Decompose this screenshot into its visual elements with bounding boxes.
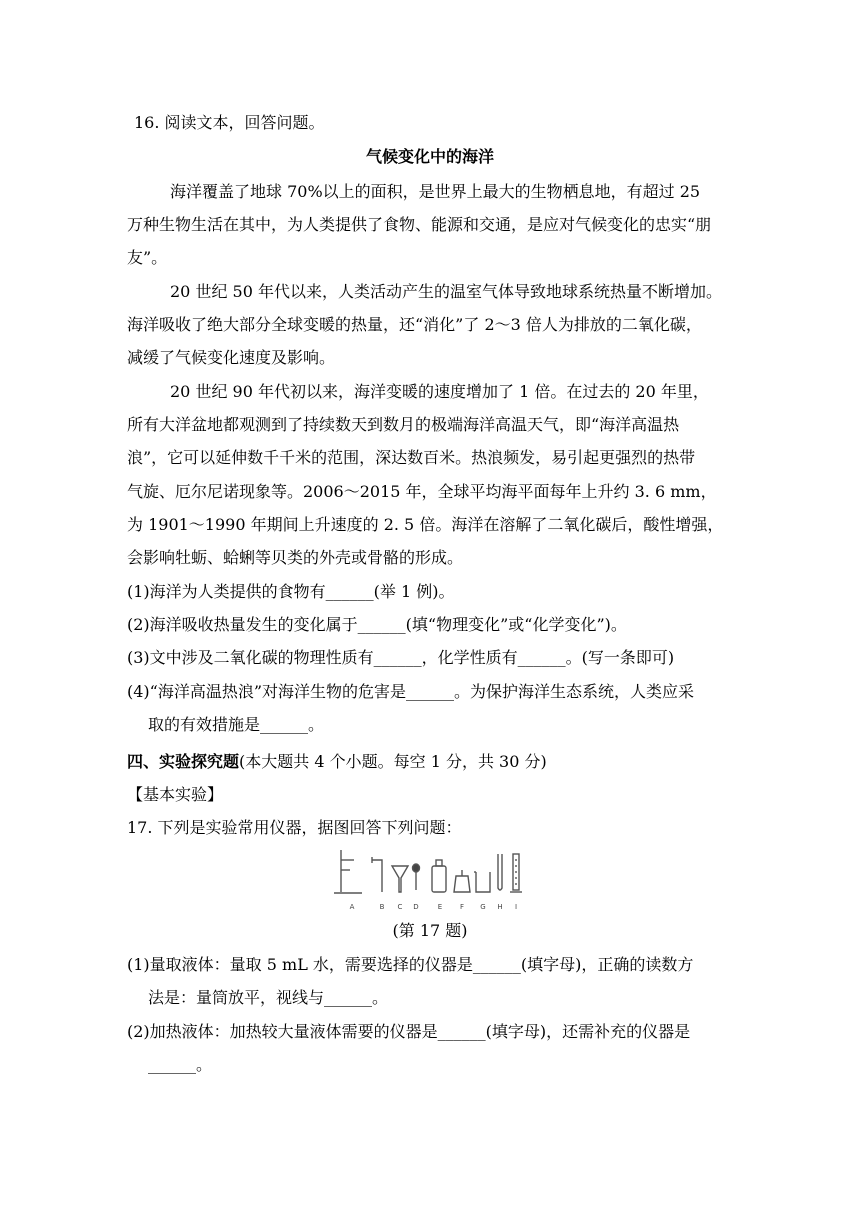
paragraph-2-line-3: 减缓了气候变化速度及影响。: [127, 348, 336, 367]
paragraph-3-line-1: 20 世纪 90 年代初以来，海洋变暖的速度增加了 1 倍。在过去的 20 年里，: [170, 382, 709, 401]
iron-stand-icon: [334, 850, 362, 893]
q16-question-1: (1)海洋为人类提供的食物有______(举 1 例)。: [127, 582, 455, 601]
figure-label-b: B: [379, 903, 385, 911]
paragraph-2-line-2: 海洋吸收了绝大部分全球变暖的热量，还“消化”了 2～3 倍人为排放的二氧化碳，: [127, 315, 702, 334]
section-4-heading: [127, 752, 547, 772]
paragraph-1-line-3: 友”。: [127, 248, 168, 267]
q16-question-4-cont: 取的有效措施是______。: [148, 715, 325, 734]
paragraph-1-line-2: 万种生物生活在其中，为人类提供了食物、能源和交通，是应对气候变化的忠实“朋: [127, 215, 712, 234]
q17-heading: 17. 下列是实验常用仪器，据图回答下列问题：: [127, 818, 462, 837]
reagent-bottle-icon: [432, 860, 446, 892]
article-title: 气候变化中的海洋: [365, 147, 494, 166]
section-4-note: (本大题共 4 个小题。每空 1 分，共 30 分): [239, 752, 547, 771]
lab-instruments-figure: [332, 846, 528, 916]
alcohol-lamp-icon: [454, 870, 470, 892]
funnel-icon: [392, 866, 408, 892]
paragraph-3-line-5: 为 1901～1990 年期间上升速度的 2. 5 倍。海洋在溶解了二氧化碳后，酸性增强，: [127, 515, 724, 534]
q16-question-2: (2)海洋吸收热量发生的变化属于______(填“物理变化”或“化学变化”)。: [127, 615, 627, 634]
paragraph-3-line-3: 浪”，它可以延伸数千千米的范围，深达数百米。热浪频发，易引起更强烈的热带: [127, 448, 696, 467]
section-4-title: 四、实验探究题: [127, 752, 240, 771]
figure-label-i: I: [514, 903, 518, 911]
conduit-icon: [372, 857, 382, 892]
paragraph-3-line-2: 所有大洋盆地都观测到了持续数天到数月的极端海洋高温天气，即“海洋高温热: [127, 415, 680, 434]
figure-label-g: G: [480, 903, 486, 911]
dropper-icon: [413, 864, 420, 890]
figure-caption: (第 17 题): [392, 921, 468, 940]
q16-question-4: (4)“海洋高温热浪”对海洋生物的危害是______。为保护海洋生态系统，人类应采: [127, 682, 695, 701]
figure-label-h: H: [497, 903, 503, 911]
figure-label-d: D: [413, 903, 419, 911]
q17-question-1: (1)量取液体：量取 5 mL 水，需要选择的仪器是______(填字母)，正确的读数方: [127, 955, 694, 974]
q17-question-2: (2)加热液体：加热较大量液体需要的仪器是______(填字母)，还需补充的仪器是: [127, 1022, 691, 1041]
figure-label-f: F: [459, 903, 465, 911]
figure-label-a: A: [349, 903, 355, 911]
paragraph-3-line-4: 气旋、厄尔尼诺现象等。2006～2015 年，全球平均海平面每年上升约 3. 6 mm，: [127, 482, 717, 501]
beaker-icon: [474, 872, 490, 892]
q17-question-2-cont: ______。: [148, 1055, 213, 1074]
q16-question-3: (3)文中涉及二氧化碳的物理性质有______，化学性质有______。(写一条即可): [127, 648, 675, 667]
paragraph-2-line-1: 20 世纪 50 年代以来，人类活动产生的温室气体导致地球系统热量不断增加。: [170, 282, 722, 301]
figure-label-c: C: [397, 903, 403, 911]
test-tube-icon: [498, 854, 502, 890]
q16-heading: 16. 阅读文本，回答问题。: [134, 113, 325, 132]
paragraph-3-line-6: 会影响牡蛎、蛤蜊等贝类的外壳或骨骼的形成。: [127, 548, 464, 567]
paragraph-1-line-1: 海洋覆盖了地球 70%以上的面积，是世界上最大的生物栖息地，有超过 25: [170, 182, 701, 201]
graduated-cylinder-icon: [510, 854, 522, 892]
q17-question-1-cont: 法是：量筒放平，视线与______。: [148, 988, 389, 1007]
figure-label-e: E: [437, 903, 443, 911]
basic-experiment-subheading: 【基本实验】: [127, 785, 224, 804]
